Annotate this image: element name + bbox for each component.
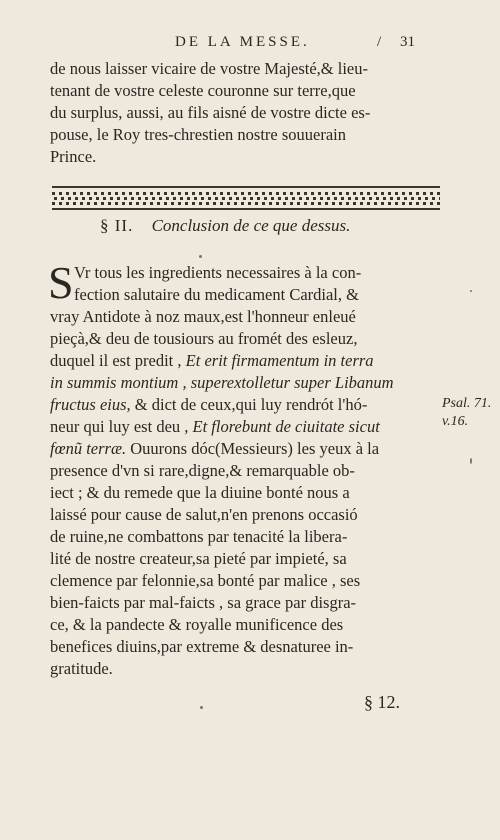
text-line: du surplus, aussi, au fils aisné de vostre dicte es-: [50, 103, 371, 122]
text-line: [50, 438, 470, 459]
text-line: Prince.: [50, 147, 97, 166]
text-line: fection salutaire du medicament Cardial, &: [74, 285, 359, 304]
text-line: laissé pour cause de salut,n'en prenons occasió: [50, 505, 358, 524]
text-segment: duquel il est predit ,: [50, 351, 182, 370]
ornamental-band: [52, 186, 440, 210]
text-line: de ruine,ne combattons par tenacité la libera-: [50, 527, 348, 546]
section-number: § II.: [100, 216, 134, 235]
text-line: lité de nostre createur,sa pieté par impieté, sa: [50, 549, 347, 568]
latin-quote: fœnũ terræ.: [50, 439, 127, 458]
signature-mark: § 12.: [364, 692, 400, 712]
page-header: [0, 34, 500, 54]
text-line: vray Antidote à noz maux,est l'honneur enleué: [50, 307, 356, 326]
text-segment: neur qui luy est deu ,: [50, 417, 189, 436]
text-line: gratitude.: [50, 659, 113, 678]
text-line: benefices diuins,par extreme & desnaturee in-: [50, 637, 354, 656]
text-line: [50, 416, 470, 437]
text-line: de nous laisser vicaire de vostre Majesté,& lieu-: [50, 59, 368, 78]
latin-quote-line: in summis montium , superextolletur super Libanum: [50, 373, 394, 392]
header-mark: /: [377, 34, 382, 50]
latin-quote: Et erit firmamentum in terra: [185, 351, 374, 370]
ink-speck: [199, 255, 202, 258]
text-line: presence d'vn si rare,digne,& remarquable ob-: [50, 461, 355, 480]
text-line: clemence par felonnie,sa bonté par malice , ses: [50, 571, 361, 590]
ink-speck: [470, 458, 472, 464]
text-line: [50, 394, 470, 415]
text-line: iect ; & du remede que la diuine bonté nous a: [50, 483, 350, 502]
text-line: pieçà,& deu de tousiours au fromét des esleuz,: [50, 329, 358, 348]
text-segment: Ouurons dóc(Messieurs) les yeux à la: [130, 439, 380, 458]
latin-quote: Et florebunt de ciuitate sicut: [192, 417, 380, 436]
ink-speck: [470, 290, 472, 292]
text-line: [50, 350, 470, 371]
margin-note-line: v.16.: [442, 414, 469, 429]
section-heading: [100, 216, 350, 236]
text-segment: & dict de ceux,qui luy rendrót l'hó-: [134, 395, 368, 414]
running-title: DE LA MESSE.: [175, 34, 310, 50]
text-line: bien-faicts par mal-faicts , sa grace par disgra-: [50, 593, 357, 612]
text-line: Vr tous les ingredients necessaires à la con-: [74, 263, 362, 282]
latin-quote: fructus eius,: [50, 395, 131, 414]
text-line: ce, & la pandecte & royalle munificence des: [50, 615, 344, 634]
page-number: 31: [400, 34, 415, 50]
section-title: Conclusion de ce que dessus.: [151, 216, 351, 235]
ink-speck: [200, 706, 203, 709]
drop-cap: S: [48, 257, 74, 308]
text-line: pouse, le Roy tres-chrestien nostre souuerain: [50, 125, 347, 144]
margin-note-line: Psal. 71.: [442, 396, 492, 411]
text-line: tenant de vostre celeste couronne sur terre,que: [50, 81, 356, 100]
